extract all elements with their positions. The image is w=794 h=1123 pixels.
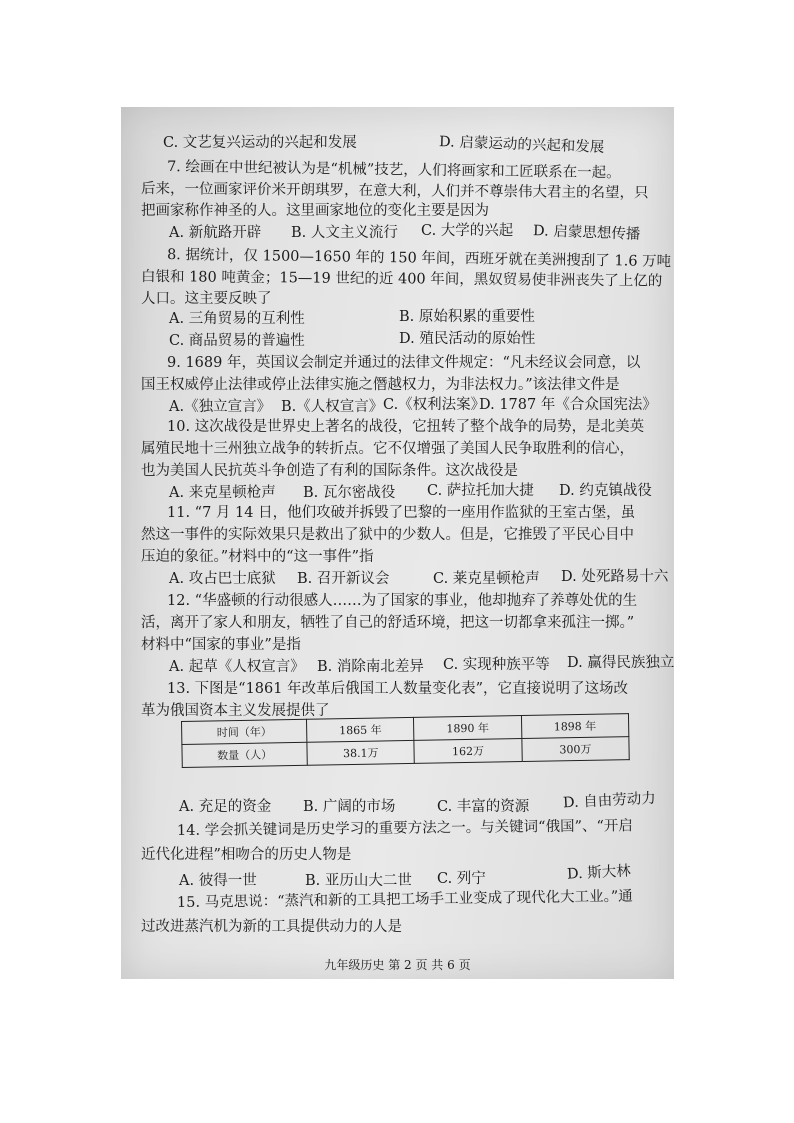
- q8-option-d: D. 殖民活动的原始性: [399, 331, 536, 347]
- q10-option-a: A. 来克星顿枪声: [169, 485, 276, 501]
- q10-option-c: C. 萨拉托加大捷: [427, 483, 534, 499]
- table-cell: 38.1万: [307, 740, 415, 765]
- q8-option-b: B. 原始积累的重要性: [399, 309, 535, 325]
- q9-option-d: D. 1787 年《合众国宪法》: [479, 397, 657, 413]
- exam-page-photo: [121, 107, 674, 979]
- q7-line-2: 后来，一位画家评价米开朗琪罗，在意大利，人们并不尊崇伟大君主的名望，只: [140, 181, 649, 202]
- q9-line-1: 9. 1689 年，英国议会制定并通过的法律文件规定：“凡未经议会同意，以: [167, 355, 641, 371]
- q12-line-3: 材料中“国家的事业”是指: [141, 637, 301, 653]
- q14-line-1: 14. 学会抓关键词是历史学习的重要方法之一。与关键词“俄国”、“开启: [176, 818, 633, 839]
- q11-option-c: C. 莱克星顿枪声: [433, 571, 540, 587]
- q8-line-3: 人口。这主要反映了: [141, 291, 272, 307]
- q7-line-3: 把画家称作神圣的人。这里画家地位的变化主要是因为: [141, 203, 489, 219]
- q12-option-d: D. 赢得民族独立: [567, 655, 675, 671]
- q10-option-d: D. 约克镇战役: [559, 483, 652, 499]
- q12-option-b: B. 消除南北差异: [317, 659, 424, 675]
- q11-line-3: 压迫的象征。”材料中的“这一事件”指: [141, 549, 374, 565]
- q10-option-b: B. 瓦尔密战役: [303, 485, 396, 501]
- q11-option-d: D. 处死路易十六: [561, 569, 669, 585]
- q15-line-1: 15. 马克思说：“蒸汽和新的工具把工场手工业变成了现代化大工业。”通: [176, 888, 633, 911]
- q14-option-b: B. 亚历山大二世: [305, 873, 412, 889]
- q9-option-b: B.《人权宣言》: [281, 399, 384, 415]
- q7-option-c: C. 大学的兴起: [421, 223, 514, 239]
- q12-line-1: 12. “华盛顿的行动很感人……为了国家的事业，他却抛弃了养尊处优的生: [167, 593, 638, 609]
- q10-line-3: 也为美国人民抗英斗争创造了有利的国际条件。这次战役是: [141, 463, 518, 479]
- q9-option-a: A.《独立宣言》: [169, 399, 272, 415]
- q14-option-a: A. 彼得一世: [179, 873, 257, 889]
- q12-line-2: 活，离开了家人和朋友，牺牲了自己的舒适环境，把这一切都拿来孤注一掷。”: [141, 615, 635, 631]
- prev-option-d: D. 启蒙运动的兴起和发展: [438, 134, 605, 156]
- page-footer: 九年级历史 第 2 页 共 6 页: [324, 958, 471, 972]
- q11-option-b: B. 召开新议会: [297, 571, 390, 587]
- worker-count-table: [181, 713, 630, 768]
- q14-option-c: C. 列宁: [437, 871, 486, 887]
- q8-line-2: 白银和 180 吨黄金；15—19 世纪的近 400 年间，黑奴贸易使非洲丧失了上亿的: [140, 269, 663, 290]
- q10-line-1: 10. 这次战役是世界史上著名的战役，它扭转了整个战争的局势，是北美英: [167, 419, 645, 435]
- q13-option-a: A. 充足的资金: [179, 799, 272, 815]
- prev-option-c: C. 文艺复兴运动的兴起和发展: [163, 135, 357, 151]
- q8-option-c: C. 商品贸易的普遍性: [169, 333, 305, 349]
- q13-option-d: D. 自由劳动力: [562, 790, 657, 812]
- table-header-cell: 时间（年）: [182, 719, 308, 744]
- q13-line-1: 13. 下图是“1861 年改革后俄国工人数量变化表”，它直接说明了这场改: [167, 681, 629, 697]
- q9-line-2: 国王权威停止法律或停止法律实施之僭越权力，为非法权力。”该法律文件是: [141, 377, 620, 393]
- q7-option-a: A. 新航路开辟: [169, 225, 262, 241]
- q7-option-b: B. 人文主义流行: [291, 225, 398, 241]
- q10-line-2: 属殖民地十三州独立战争的转折点。它不仅增强了美国人民争取胜利的信心，: [141, 441, 634, 457]
- q12-option-a: A. 起草《人权宣言》: [169, 659, 305, 675]
- q12-option-c: C. 实现种族平等: [443, 657, 550, 673]
- q13-option-c: C. 丰富的资源: [437, 799, 530, 815]
- q7-line-1: 7. 绘画在中世纪被认为是“机械”技艺，人们将画家和工匠联系在一起。: [166, 159, 621, 182]
- q13-option-b: B. 广阔的市场: [303, 799, 396, 815]
- table-cell: 162万: [414, 739, 522, 764]
- table-cell: 300万: [522, 737, 630, 762]
- q11-option-a: A. 攻占巴士底狱: [169, 571, 276, 587]
- q13-line-2: 革为俄国资本主义发展提供了: [141, 703, 330, 719]
- table-cell: 数量（人）: [182, 742, 308, 767]
- table-header-cell: 1865 年: [307, 717, 415, 742]
- q14-option-d: D. 斯大林: [566, 863, 632, 883]
- q9-option-c: C.《权利法案》: [383, 397, 486, 413]
- q11-line-2: 然这一事件的实际效果只是救出了狱中的少数人。但是，它推毁了平民心目中: [141, 527, 634, 543]
- q8-option-a: A. 三角贸易的互利性: [169, 311, 305, 327]
- q11-line-1: 11. “7 月 14 日，他们攻破并拆毁了巴黎的一座用作监狱的王室古堡，虽: [167, 505, 636, 521]
- q15-line-2: 过改进蒸汽机为新的工具提供动力的人是: [141, 919, 402, 935]
- q14-line-2: 近代化进程”相吻合的历史人物是: [141, 847, 352, 863]
- q8-line-1: 8. 据统计，仅 1500—1650 年的 150 年间，西班牙就在美洲搜刮了 1.6 万吨: [166, 247, 672, 271]
- q7-option-d: D. 启蒙思想传播: [532, 223, 641, 243]
- table-header-cell: 1890 年: [414, 716, 522, 741]
- table-header-cell: 1898 年: [521, 714, 629, 739]
